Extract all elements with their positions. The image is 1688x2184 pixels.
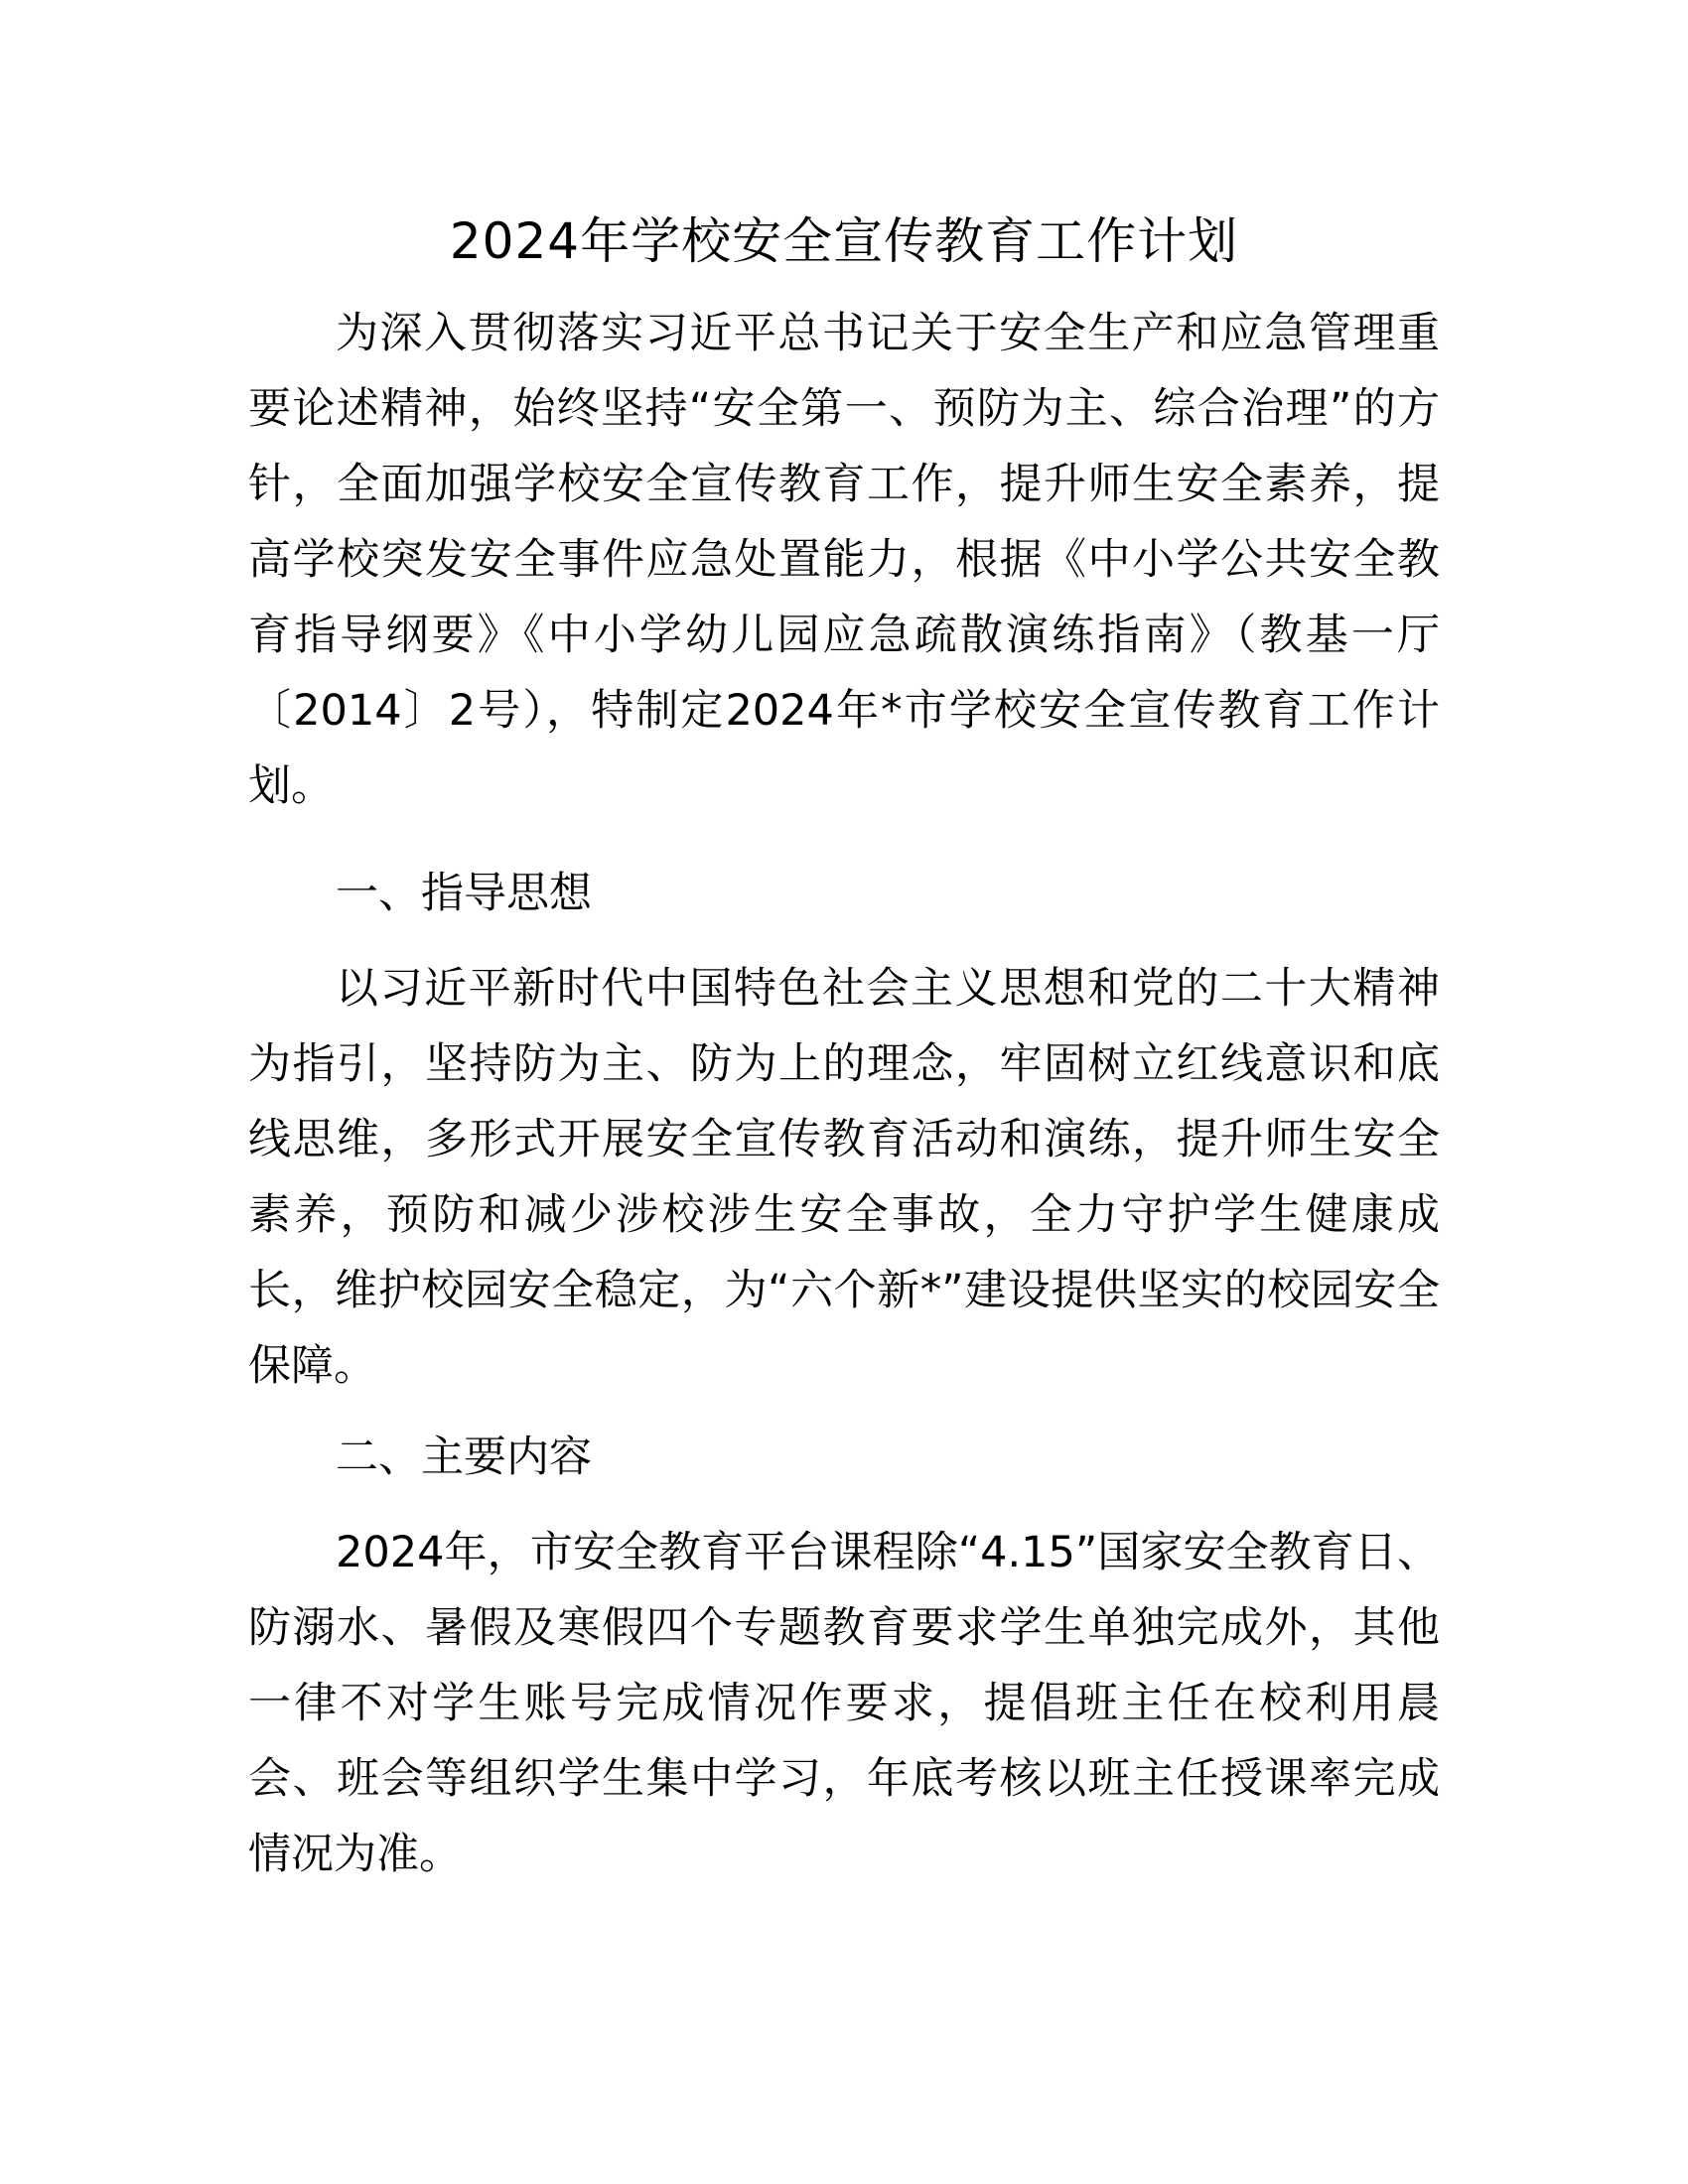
section-heading-guiding-ideology: 一、指导思想 [336, 869, 592, 918]
main-content-paragraph: 2024年，市安全教育平台课程除“4.15”国家安全教育日、防溺水、暑假及寒假四个专题教育要求学生单独完成外，其他一律不对学生账号完成情况作要求，提倡班主任在校利用晨会、班会等组织学生集中学习，年底考核以班主任授课率完成情况为准。 [248, 1528, 1440, 1879]
section-heading-main-content: 二、主要内容 [336, 1433, 592, 1482]
intro-paragraph: 为深入贯彻落实习近平总书记关于安全生产和应急管理重要论述精神，始终坚持“安全第一、预防为主、综合治理”的方针，全面加强学校安全宣传教育工作，提升师生安全素养，提高学校突发安全事件应急处置能力，根据《中小学公共安全教育指导纲要》《中小学幼儿园应急疏散演练指南》（教基一厅〔2014〕2号），特制定2024年*市学校安全宣传教育工作计划。 [248, 309, 1440, 811]
document-title: 2024年学校安全宣传教育工作计划 [449, 212, 1239, 270]
guiding-ideology-paragraph: 以习近平新时代中国特色社会主义思想和党的二十大精神为指引，坚持防为主、防为上的理念，牢固树立红线意识和底线思维，多形式开展安全宣传教育活动和演练，提升师生安全素养，预防和减少涉校涉生安全事故，全力守护学生健康成长，维护校园安全稳定，为“六个新*”建设提供坚实的校园安全保障。 [248, 964, 1440, 1391]
